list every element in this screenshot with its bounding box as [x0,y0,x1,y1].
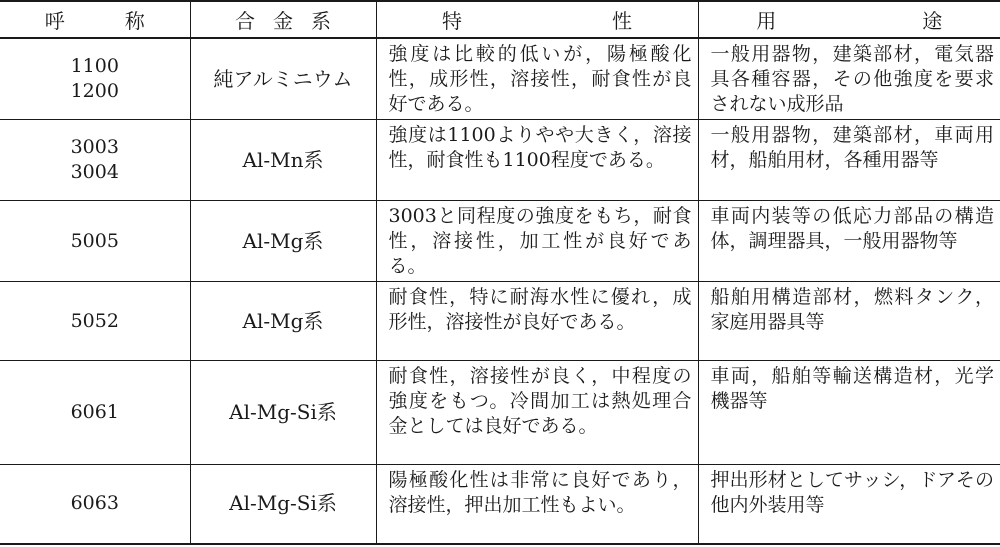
alloy-cell: 純アルミニウム [190,38,376,120]
usage-cell: 一般用器物，建築部材，電気器具各種容器，その他強度を要求されない成形品 [698,38,1000,120]
alloy-cell: Al-Mn系 [190,120,376,201]
code-value: 3003 [70,136,119,158]
code-cell [0,361,190,465]
property-cell: 耐食性，特に耐海水性に優れ，成形性，溶接性が良好である。 [376,282,698,361]
header-alloy-char: 系 [311,9,331,33]
header-row [0,1,1000,38]
usage-cell: 一般用器物，建築部材，車両用材，船舶用材，各種用器等 [698,120,1000,201]
header-code-char: 称 [124,9,145,33]
alloy-cell: Al-Mg-Si系 [190,361,376,465]
header-property-char: 性 [612,9,632,33]
header-code [0,1,190,38]
code-cell [0,120,190,201]
table-row [0,282,1000,361]
code-cell [0,201,190,282]
property-cell: 強度は比較的低いが，陽極酸化性，成形性，溶接性，耐食性が良好である。 [376,38,698,120]
table-row [0,465,1000,544]
property-cell: 強度は1100よりやや大きく，溶接性，耐食性も1100程度である。 [376,120,698,201]
code-value: 1100 [70,55,119,77]
header-alloy-char: 金 [273,9,293,33]
code-value: 6061 [70,401,119,423]
code-cell [0,465,190,544]
code-value: 3004 [70,161,119,183]
code-value: 5052 [70,309,119,332]
code-value: 5005 [70,229,119,252]
alloy-cell: Al-Mg系 [190,282,376,361]
header-code-char: 呼 [44,9,65,33]
header-alloy-char: 合 [235,9,255,33]
header-property [376,1,698,38]
usage-cell: 車両，船舶等輸送構造材，光学機器等 [698,361,1000,465]
alloy-cell: Al-Mg-Si系 [190,465,376,544]
header-alloy [190,1,376,38]
header-usage-char: 用 [756,9,777,33]
table-row [0,201,1000,282]
code-cell [0,282,190,361]
code-cell [0,38,190,120]
alloy-cell: Al-Mg系 [190,201,376,282]
header-property-char: 特 [442,9,462,33]
header-usage-char: 途 [922,9,943,33]
code-value: 1200 [70,80,119,102]
code-value: 6063 [70,492,119,515]
property-cell: 陽極酸化性は非常に良好であり，溶接性，押出加工性もよい。 [376,465,698,544]
table-row [0,38,1000,120]
property-cell: 耐食性，溶接性が良く，中程度の強度をもつ。冷間加工は熱処理合金としては良好である。 [376,361,698,465]
usage-cell: 船舶用構造部材，燃料タンク，家庭用器具等 [698,282,1000,361]
header-usage [698,1,1000,38]
table-row [0,120,1000,201]
property-cell: 3003と同程度の強度をもち，耐食性，溶接性，加工性が良好である。 [376,201,698,282]
usage-cell: 車両内装等の低応力部品の構造体，調理器具，一般用器物等 [698,201,1000,282]
table-row [0,361,1000,465]
usage-cell: 押出形材としてサッシ，ドアその他内外装用等 [698,465,1000,544]
